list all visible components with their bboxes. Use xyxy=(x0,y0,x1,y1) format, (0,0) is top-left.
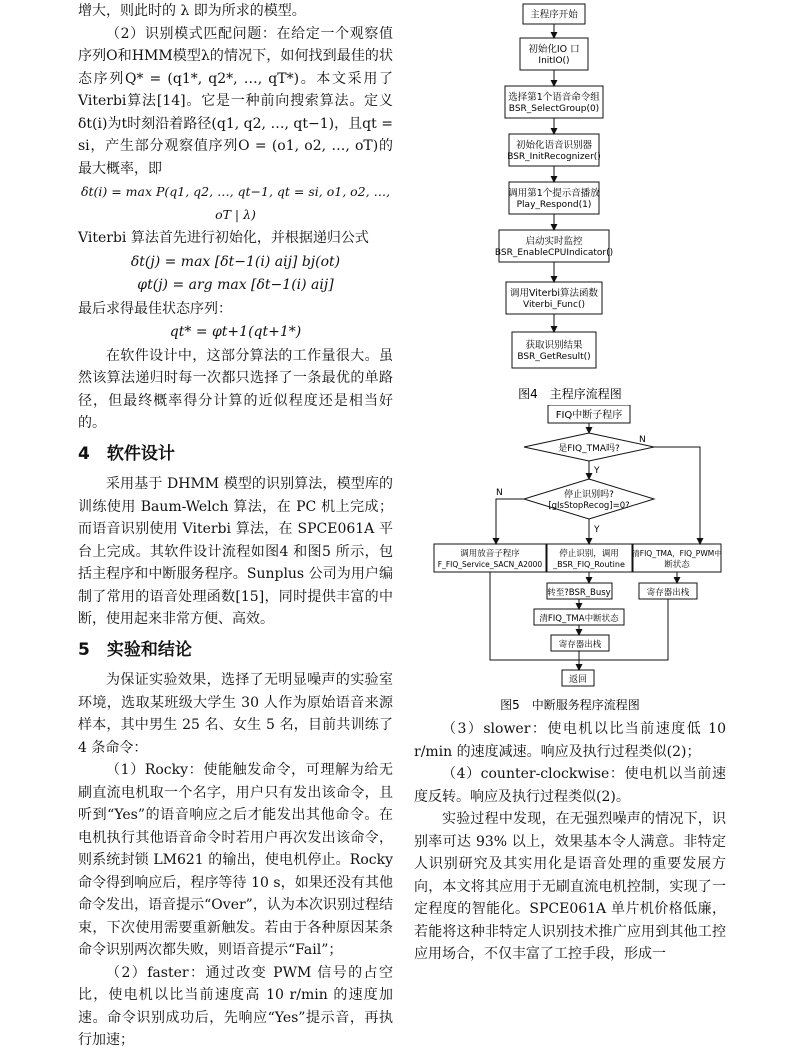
fig4-box-label: BSR_SelectGroup(0) xyxy=(508,104,600,114)
paragraph: 实验过程中发现，在无强烈噪声的情况下，识别率可达 93% 以上，效果基本令人满意。非特定人识别研究及其实用化是语音处理的重要发展方向，本文将其应用于无刷直流电机控制，实现了一定程度的智能化。SPCE061A 单片机价格低廉，若能将这种非特定人识别技术推广应用到其他工控应用场合，不仅丰富了工控手段，形成一 xyxy=(414,811,726,962)
paragraph: （3）slower：使电机以比当前速度低 10 r/min 的速度减速。响应及执行过程类似(2)； xyxy=(414,721,726,760)
paragraph: 增大，则此时的 λ 即为所求的模型。 xyxy=(78,3,306,19)
fig5-right-box-1: 清FIQ_TMA，FIQ_PWM中 xyxy=(632,549,722,558)
figure-5-flowchart xyxy=(414,405,726,715)
fig5-decision-1: 是FIQ_TMA吗? xyxy=(558,444,620,454)
fig4-box-label: Play_Respond(1) xyxy=(516,200,592,210)
fig4-box-label: 选择第1个语音命令组 xyxy=(508,92,600,103)
right-column-text xyxy=(414,718,726,966)
paragraph: 在软件设计中，这部分算法的工作量很大。虽然该算法递归时每一次都只选择了一条最优的单路径，但最终概率得分计算的近似程度还是相当好的。 xyxy=(78,347,393,431)
fig4-box-label: BSR_InitRecognizer() xyxy=(507,152,601,162)
fig5-reg-right: 寄存器出栈 xyxy=(646,588,690,598)
fig5-left-box-2: F_FIQ_Service_SACN_A2000 xyxy=(437,560,543,569)
fig5-left-box-1: 调用放音子程序 xyxy=(460,549,520,559)
paragraph: （4）counter-clockwise：使电机以当前速度反转。响应及执行过程类似(2)。 xyxy=(414,766,726,805)
fig4-box-label: 初始化IO 口 xyxy=(528,44,580,55)
fig5-right-box-2: 断状态 xyxy=(664,560,690,570)
fig5-n-label: N xyxy=(496,488,503,498)
fig5-clear: 清FIQ_TMA中断状态 xyxy=(539,614,619,624)
fig4-box-label: 启动实时监控 xyxy=(525,236,583,247)
fig4-box-label: 调用Viterbi算法函数 xyxy=(509,288,599,299)
paragraph: （2）识别模式匹配问题：在给定一个观察值序列O和HMM模型λ的情况下，如何找到最佳的状态序列Q* = (q1*, q2*, …, qT*)。本文采用了Viterbi算法[14]。它是一种前向搜索算法。定义δt(i)为t时刻沿着路径(q1, q2, …, qt−1)，且qt = si，产生部分观察值序列O = (o1, o2, …, oT)的最大概率，即 xyxy=(78,25,393,177)
paragraph: 采用基于 DHMM 模型的识别算法，模型库的训练使用 Baum-Welch 算法，在 PC 机上完成；而语音识别使用 Viterbi 算法，在 SPCE061A 平台上完成。其软件设计流程如图4 和图5 所示，包括主程序和中断服务程序。Sunplus 公司为用户编制了常用的语音处理函数[15]，同时提供丰富的中断，使用起来非常方便、高效。 xyxy=(78,476,393,627)
fig5-busy: 转至?BSR_Busy xyxy=(547,588,611,598)
fig5-start: FIQ中断子程序 xyxy=(555,410,623,421)
section-heading: 4 软件设计 xyxy=(78,443,175,464)
fig5-mid-box-2: _BSR_FIQ_Routine xyxy=(553,560,625,569)
paragraph: 最后求得最佳状态序列： xyxy=(78,300,232,317)
paragraph: 为保证实验效果，选择了无明显噪声的实验室环境，选取某班级大学生 30 人作为原始语音来源样本，其中男生 25 名、女生 5 名，目前共训练了4 条命令： xyxy=(78,672,393,756)
fig4-box-label: 初始化语音识别器 xyxy=(515,140,593,151)
section-heading: 5 实验和结论 xyxy=(78,639,192,660)
figure-caption: 图5 中断服务程序流程图 xyxy=(500,698,640,712)
fig5-decision-2a: 停止识别吗? xyxy=(564,490,614,500)
fig5-y-label: Y xyxy=(594,525,600,535)
fig4-box-label: 主程序开始 xyxy=(530,9,578,21)
figure-caption: 图4 主程序流程图 xyxy=(518,387,622,401)
fig4-box-label: BSR_GetResult() xyxy=(517,352,591,362)
equation: δt(j) = max [δt−1(i) aij] bj(ot) xyxy=(130,253,341,270)
fig5-n-label: N xyxy=(639,435,646,445)
fig5-mid-box-1: 停止识别，调用 xyxy=(559,549,619,559)
fig4-box-label: InitIO() xyxy=(538,56,570,66)
fig4-box-label: Viterbi_Func() xyxy=(522,300,586,310)
paragraph: Viterbi 算法首先进行初始化，并根据递归公式 xyxy=(78,230,369,246)
fig4-box-label: 获取识别结果 xyxy=(525,340,583,351)
fig5-y-label: Y xyxy=(594,466,600,476)
fig5-reg-mid: 寄存器出栈 xyxy=(558,640,602,650)
left-column xyxy=(78,0,393,1052)
fig5-decision-2b: [gIsStopRecog]=0? xyxy=(548,501,630,511)
figure-4-flowchart xyxy=(414,0,726,405)
fig4-box-label: 调用第1个提示音播放 xyxy=(508,188,600,199)
fig5-return: 返回 xyxy=(568,675,588,685)
equation: δt(i) = max P(q1, q2, …, qt−1, qt = si, o1, o2, …, oT | λ) xyxy=(80,184,391,222)
equation: φt(j) = arg max [δt−1(i) aij] xyxy=(137,277,334,293)
paragraph: （2）faster：通过改变 PWM 信号的占空比，使电机以比当前速度高 10 r/min 的速度加速。命令识别成功后，先响应“Yes”提示音，再执行加速； xyxy=(78,964,393,1048)
equation: qt* = φt+1(qt+1*) xyxy=(169,324,302,340)
fig4-box-label: BSR_EnableCPUIndicator() xyxy=(494,248,614,258)
paragraph: （1）Rocky：使能触发命令，可理解为给无刷直流电机取一个名字，用户只有发出该命令，且听到“Yes”的语音响应之后才能发出其他命令。在电机执行其他语音命令时若用户再次发出该命令，则系统封锁 LM621 的输出，使电机停止。Rocky 命令得到响应后，程序等待 10 s，如果还没有其他命令发出，语音提示“Over”，认为本次识别过程结束，下次使用需要重新触发。若由于各种原因某条命令识别两次都失败，则语音提示“Fail”； xyxy=(78,762,393,958)
